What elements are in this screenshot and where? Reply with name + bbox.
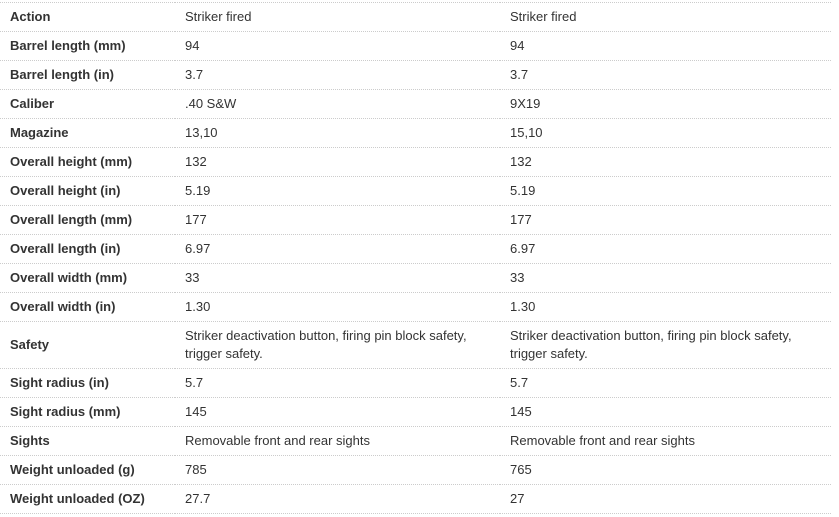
spec-row-barrel-length-mm xyxy=(0,32,831,61)
spec-label: Action xyxy=(10,9,51,24)
spec-row-action xyxy=(0,3,831,32)
spec-row-safety xyxy=(0,322,831,369)
spec-label: Barrel length (in) xyxy=(10,67,115,82)
spec-value-gun2: 765 xyxy=(510,462,532,477)
spec-value-gun1: Striker fired xyxy=(185,9,252,24)
spec-row-weight-unloaded-g xyxy=(0,456,831,485)
spec-value-gun2: 5.7 xyxy=(510,375,529,390)
spec-label: Sight radius (in) xyxy=(10,375,109,390)
spec-row-sights xyxy=(0,427,831,456)
spec-row-weight-unloaded-oz xyxy=(0,485,831,514)
spec-value-gun2: 1.30 xyxy=(510,299,536,314)
spec-label: Overall length (mm) xyxy=(10,212,133,227)
spec-value-gun1: Removable front and rear sights xyxy=(185,433,370,448)
spec-table-body xyxy=(0,3,831,514)
spec-label: Weight unloaded (g) xyxy=(10,462,135,477)
spec-label: Overall height (mm) xyxy=(10,154,133,169)
spec-label: Magazine xyxy=(10,125,69,140)
spec-label: Sight radius (mm) xyxy=(10,404,121,419)
spec-label: Weight unloaded (OZ) xyxy=(10,491,145,506)
spec-row-overall-width-mm xyxy=(0,264,831,293)
spec-value-gun1: 94 xyxy=(185,38,200,53)
spec-row-overall-height-in xyxy=(0,177,831,206)
spec-label: Overall length (in) xyxy=(10,241,121,256)
spec-value-gun2: 145 xyxy=(510,404,532,419)
spec-row-sight-radius-mm xyxy=(0,398,831,427)
spec-value-gun1: 132 xyxy=(185,154,207,169)
spec-comparison-table xyxy=(0,2,831,514)
spec-row-magazine xyxy=(0,119,831,148)
spec-label: Overall width (in) xyxy=(10,299,116,314)
spec-label: Overall width (mm) xyxy=(10,270,128,285)
spec-value-gun2: 5.19 xyxy=(510,183,536,198)
spec-value-gun2: 15,10 xyxy=(510,125,543,140)
spec-value-gun2: 3.7 xyxy=(510,67,529,82)
spec-label: Sights xyxy=(10,433,50,448)
spec-value-gun2: 33 xyxy=(510,270,525,285)
spec-value-gun1: 13,10 xyxy=(185,125,218,140)
spec-value-gun1: .40 S&W xyxy=(185,96,237,111)
spec-label: Overall height (in) xyxy=(10,183,121,198)
spec-value-gun2: Striker fired xyxy=(510,9,577,24)
spec-row-overall-height-mm xyxy=(0,148,831,177)
spec-value-gun1: 33 xyxy=(185,270,200,285)
spec-value-gun1: 3.7 xyxy=(185,67,204,82)
spec-value-gun1: 1.30 xyxy=(185,299,211,314)
spec-value-gun1: 145 xyxy=(185,404,207,419)
spec-row-overall-length-mm xyxy=(0,206,831,235)
spec-value-gun2: 94 xyxy=(510,38,525,53)
spec-label: Barrel length (mm) xyxy=(10,38,126,53)
spec-value-gun1: 5.7 xyxy=(185,375,204,390)
spec-value-gun1: 5.19 xyxy=(185,183,211,198)
spec-value-gun2: 132 xyxy=(510,154,532,169)
spec-label: Safety xyxy=(10,337,50,352)
spec-row-overall-width-in xyxy=(0,293,831,322)
spec-value-gun2: 27 xyxy=(510,491,525,506)
spec-value-gun1: Striker deactivation button, firing pin block safety, trigger safety. xyxy=(185,328,467,361)
spec-value-gun1: 177 xyxy=(185,212,207,227)
spec-value-gun2: 9X19 xyxy=(510,96,541,111)
spec-value-gun2: 177 xyxy=(510,212,532,227)
spec-value-gun1: 785 xyxy=(185,462,207,477)
spec-value-gun1: 6.97 xyxy=(185,241,211,256)
spec-value-gun2: Removable front and rear sights xyxy=(510,433,695,448)
spec-row-caliber xyxy=(0,90,831,119)
spec-row-overall-length-in xyxy=(0,235,831,264)
spec-label: Caliber xyxy=(10,96,55,111)
spec-value-gun1: 27.7 xyxy=(185,491,211,506)
spec-row-barrel-length-in xyxy=(0,61,831,90)
spec-row-sight-radius-in xyxy=(0,369,831,398)
spec-value-gun2: Striker deactivation button, firing pin block safety, trigger safety. xyxy=(510,328,792,361)
spec-value-gun2: 6.97 xyxy=(510,241,536,256)
